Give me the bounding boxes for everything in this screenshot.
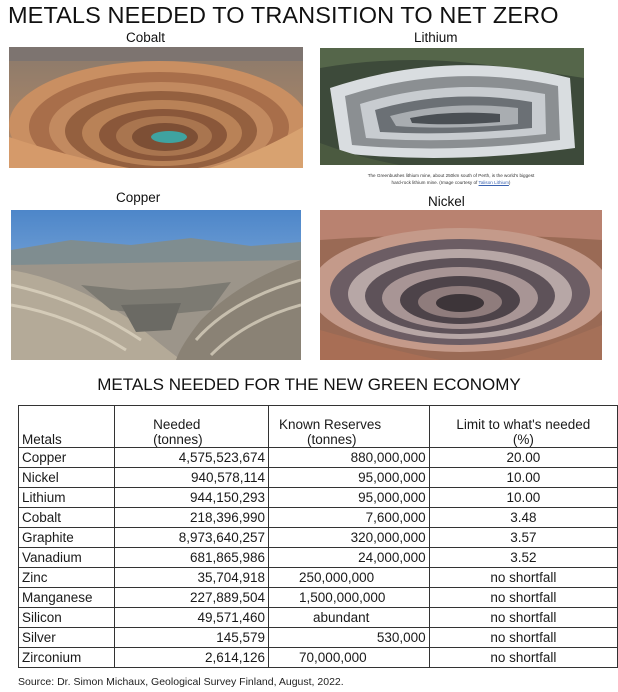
metal-cell: Silver [19,628,115,648]
limit-cell: 3.57 [429,528,617,548]
header-needed [115,406,269,448]
reserves-cell: 1,500,000,000 [269,588,430,608]
table-row [19,628,618,648]
metals-table [18,405,618,668]
reserves-cell: 880,000,000 [269,448,430,468]
page-title: METALS NEEDED TO TRANSITION TO NET ZERO [8,2,559,28]
limit-cell: 10.00 [429,488,617,508]
metal-cell: Zirconium [19,648,115,668]
lithium-photo-note [318,172,584,186]
limit-cell: 3.52 [429,548,617,568]
header-reserves-label: Known Reserves [279,417,382,432]
metal-cell: Lithium [19,488,115,508]
metal-cell: Cobalt [19,508,115,528]
header-limit-label: Limit to what's needed [456,417,591,432]
needed-cell: 49,571,460 [115,608,269,628]
needed-cell: 2,614,126 [115,648,269,668]
table-row [19,528,618,548]
lithium-mine-photo [320,48,584,165]
header-reserves-unit: (tonnes) [307,432,357,447]
needed-cell: 681,865,986 [115,548,269,568]
table-title: METALS NEEDED FOR THE NEW GREEN ECONOMY [97,375,521,394]
table-row [19,568,618,588]
table-row [19,448,618,468]
table-row [19,508,618,528]
needed-cell: 940,578,114 [115,468,269,488]
metal-cell: Manganese [19,588,115,608]
limit-cell: no shortfall [429,568,617,588]
header-limit [429,406,617,448]
lithium-caption: Lithium [414,30,458,45]
header-limit-unit: (%) [512,432,534,447]
needed-cell: 227,889,504 [115,588,269,608]
header-metals-label: Metals [22,432,62,447]
table-header-row [19,406,618,448]
cobalt-caption: Cobalt [126,30,166,45]
table-row [19,548,618,568]
metal-cell: Vanadium [19,548,115,568]
metal-cell: Copper [19,448,115,468]
lithium-note-end: ) [508,180,511,185]
needed-cell: 218,396,990 [115,508,269,528]
header-needed-unit: (tonnes) [153,432,203,447]
reserves-cell: 70,000,000 [269,648,430,668]
limit-cell: 20.00 [429,448,617,468]
copper-caption: Copper [116,190,161,205]
metal-cell: Silicon [19,608,115,628]
table-row [19,588,618,608]
metal-cell: Graphite [19,528,115,548]
limit-cell: no shortfall [429,608,617,628]
limit-cell: no shortfall [429,648,617,668]
lithium-note-text: hard-rock lithium mine. (Image courtesy of [391,180,478,185]
reserves-cell: 250,000,000 [269,568,430,588]
reserves-cell: 320,000,000 [269,528,430,548]
nickel-caption: Nickel [428,194,465,209]
reserves-cell: 24,000,000 [269,548,430,568]
metal-cell: Nickel [19,468,115,488]
header-reserves [269,406,430,448]
header-needed-label: Needed [153,417,201,432]
metal-cell: Zinc [19,568,115,588]
table-row [19,648,618,668]
reserves-cell: 95,000,000 [269,488,430,508]
limit-cell: 10.00 [429,468,617,488]
limit-cell: no shortfall [429,628,617,648]
needed-cell: 944,150,293 [115,488,269,508]
nickel-mine-photo [320,210,602,360]
talison-link[interactable]: Talison Lithium [478,180,509,185]
needed-cell: 145,579 [115,628,269,648]
table-row [19,468,618,488]
needed-cell: 35,704,918 [115,568,269,588]
copper-mine-photo [11,210,301,360]
table-row [19,488,618,508]
lithium-note-line2 [318,179,584,186]
limit-cell: 3.48 [429,508,617,528]
reserves-cell: 7,600,000 [269,508,430,528]
header-metals [19,406,115,448]
reserves-cell: 530,000 [269,628,430,648]
table-row [19,608,618,628]
source-note: Source: Dr. Simon Michaux, Geological Survey Finland, August, 2022. [18,676,344,688]
needed-cell: 4,575,523,674 [115,448,269,468]
cobalt-mine-photo [9,47,303,168]
limit-cell: no shortfall [429,588,617,608]
needed-cell: 8,973,640,257 [115,528,269,548]
reserves-cell: abundant [269,608,430,628]
lithium-note-line1: The Greenbushes lithium mine, about 250km south of Perth, is the world's biggest [367,173,535,178]
reserves-cell: 95,000,000 [269,468,430,488]
